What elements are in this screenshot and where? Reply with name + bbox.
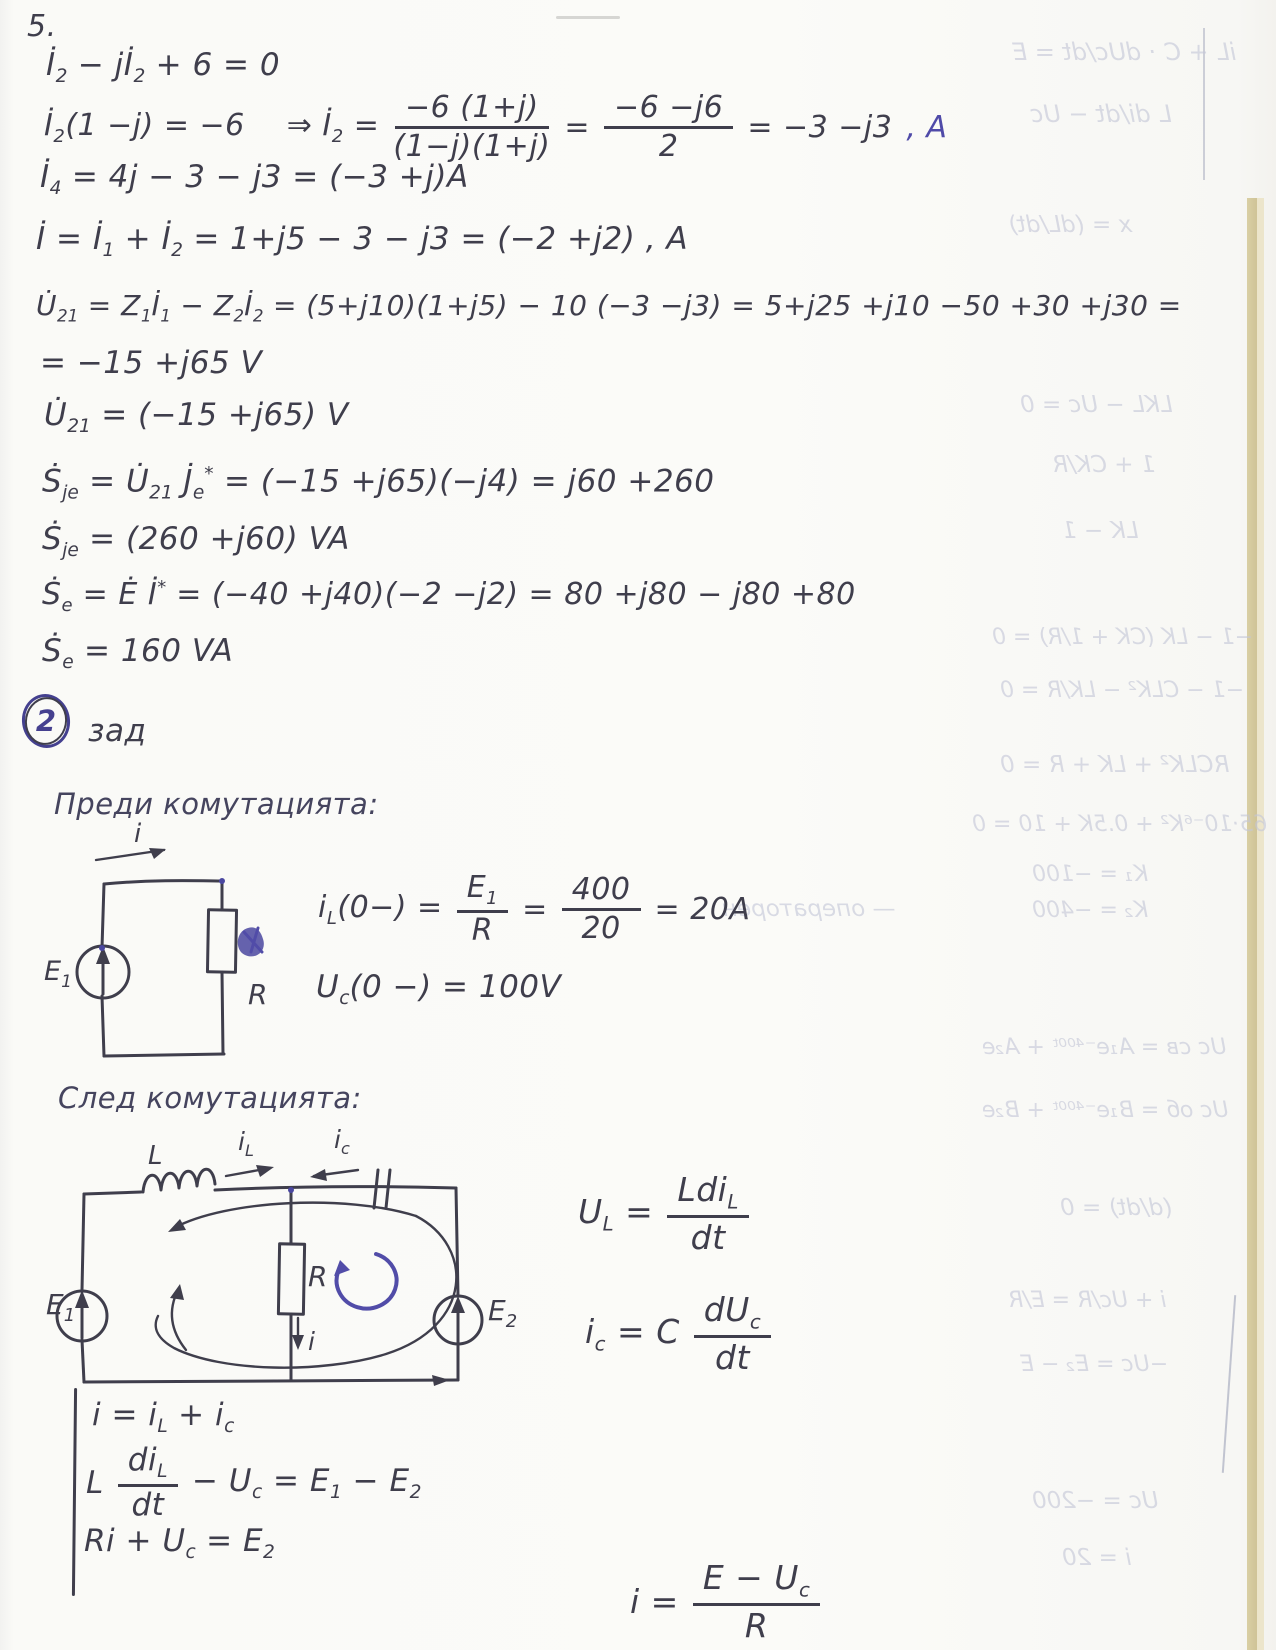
- bleedthrough-text: −Uc = E₂ − E: [1020, 1352, 1169, 1377]
- formula-line: Ṡ$_{je}$ = (260 +j60) VA: [42, 521, 350, 562]
- il-current-arrow-icon: [226, 1127, 274, 1177]
- formula-line: $İ_4 = 4j - 3 - j3 = (-3 +j)A$: [40, 159, 469, 200]
- formula-line: = −15 +j65 V: [40, 345, 263, 381]
- eq-part: L: [86, 1465, 104, 1502]
- equals-sign: =: [522, 892, 548, 928]
- bleedthrough-text: 1 + CK/R: [1052, 452, 1156, 478]
- wire-left-upper: [82, 1194, 84, 1290]
- source-e1-label: $E_1$: [44, 956, 72, 992]
- ic-label: $i_c$: [334, 1125, 350, 1158]
- fraction: $\frac{di_L}{dt}$: [118, 1444, 178, 1523]
- ink-scribble: [238, 927, 264, 956]
- bleedthrough-text: Uc св = A₁e⁻⁴⁰⁰ᵗ + A₂e: [982, 1035, 1227, 1060]
- wire-left-upper: [102, 884, 104, 948]
- scan-mark: [556, 16, 620, 19]
- branch-current-arrow-icon: [292, 1318, 315, 1356]
- ic-current-arrow-icon: [310, 1125, 358, 1181]
- fraction: $\frac{dU_c}{dt}$: [694, 1292, 772, 1376]
- ruled-line-bottom-right: [1222, 1295, 1236, 1473]
- bleedthrough-text: K₁ = −100: [1032, 862, 1149, 887]
- problem5-label: 5.: [27, 9, 57, 44]
- eq-part: $U_L$ =: [578, 1192, 654, 1236]
- bleedthrough-text: i = 20: [1062, 1545, 1132, 1571]
- fraction: $\frac{Ldi_L}{dt}$: [667, 1172, 749, 1256]
- formula-line: Ṡ$_e$ = 160 VA: [42, 633, 234, 674]
- formula-line: $U̇_{21} = (-15 +j65)$ V: [44, 397, 349, 438]
- fraction: $\frac{E_1}{R}$: [457, 872, 508, 948]
- resistor-label: R: [308, 1260, 328, 1293]
- bleedthrough-text: −1 − LK (CK + 1/R) = 0: [992, 625, 1254, 650]
- formula-line: İ = $İ_1$ + $İ_2 = 1+j5 - 3 - j3 = (-2 +j2)$ , A: [36, 221, 689, 262]
- eq-part: $i_c = C$: [585, 1312, 680, 1356]
- bleedthrough-text: iL + C · dUc/dt = E: [1012, 38, 1237, 66]
- wire-bottom: [84, 1380, 458, 1382]
- formula-line: Ṡ$_e$ = Ė İ* = (−40 +j40)(−2 −j2) = 80 +j80 − j80 +80: [42, 577, 856, 616]
- formula-line: $U̇_{21}$ = $Z_1İ_1$ − $Z_2İ_2 = (5+j10)(1+j5) - 10$ (−3 −j3) = 5+j25 +j10 −50 +30 +j30 =: [36, 289, 1182, 326]
- formula-line: $İ_2$ − $jİ_2 + 6 = 0$: [46, 47, 281, 88]
- wire-left-lower: [82, 1340, 84, 1382]
- current-arrow-icon: [96, 819, 166, 860]
- wire-joint: [99, 945, 105, 951]
- task-word: зад: [88, 713, 147, 749]
- source-e2-label: $E_2$: [488, 1294, 518, 1332]
- current-label: i: [134, 819, 142, 849]
- formula-line: Ṡ$_{je}$ = $U̇_{21}$ $J̇_e^* = (-15 +j65)(-j4) = j60 +260$: [42, 463, 715, 504]
- system-brace: [72, 1388, 77, 1596]
- wire-top-left: [84, 1192, 141, 1194]
- inductor-label: L: [148, 1141, 163, 1171]
- bleedthrough-text: x = (dL/dt): [1008, 212, 1133, 238]
- inductor-icon: [143, 1169, 215, 1192]
- problem2-number: 2: [35, 704, 57, 738]
- eq-part: $İ_2(1 -j) = -6$: [44, 108, 245, 148]
- system-line-kvl1: [86, 1444, 422, 1523]
- eq-part: − $U_c = E_1 - E_2$: [191, 1463, 422, 1504]
- formula-line-il-initial: [318, 872, 750, 948]
- wire-right-lower: [222, 972, 223, 1054]
- bleedthrough-text: — операторен: [722, 896, 896, 922]
- resistor-icon: [207, 910, 236, 972]
- formula-line-uc-initial: $U_c(0$ −) = 100V: [316, 969, 562, 1010]
- resistor-icon: [278, 1244, 304, 1314]
- bleedthrough-text: RCLK² + LK + R = 0: [1000, 752, 1230, 778]
- bleedthrough-text: L di/dt − Uc: [1030, 100, 1172, 128]
- circuit1-diagram: [36, 819, 336, 1073]
- unit-ampere: , A: [906, 110, 948, 146]
- eq-part: $i_L(0-)$ =: [318, 890, 443, 930]
- bleedthrough-text: K₂ = −400: [1032, 898, 1149, 923]
- page-edge-strip: [1247, 198, 1257, 1650]
- mesh-loop-arrow-icon: [156, 1203, 457, 1368]
- fraction: $\frac{-6 (1+j)}{(1-j)(1+j)}$: [393, 90, 551, 165]
- system-line-kcl: $i = i_L + i_c$: [92, 1397, 235, 1438]
- loop-direction-arrow-icon: [334, 1254, 397, 1309]
- fraction: $\frac{E - U_c}{R}$: [693, 1560, 821, 1644]
- bleedthrough-text: (d/dt) = 0: [1060, 1195, 1173, 1221]
- bleedthrough-text: i + Uc/R = E/R: [1008, 1288, 1167, 1313]
- wire-bottom-arrow: [432, 1375, 450, 1386]
- system-line-kvl2: $Ri + U_c = E_2$: [84, 1523, 275, 1564]
- formula-line-final-current: [630, 1560, 820, 1644]
- capacitor-icon: [374, 1170, 390, 1208]
- equals-sign: =: [564, 110, 590, 146]
- wire-left-lower: [102, 996, 104, 1056]
- after-commutation-heading: След комутацията:: [58, 1081, 362, 1115]
- bleedthrough-text: LK − 1: [1062, 518, 1139, 544]
- fraction: $\frac{-6 -j6}{2}$: [604, 92, 733, 164]
- formula-line-ul: [578, 1172, 749, 1256]
- eq-part: i =: [630, 1582, 679, 1622]
- problem2-badge: [22, 694, 70, 748]
- eq-part: = −3 −j3: [747, 110, 893, 146]
- bleedthrough-text: Uc об = B₁e⁻⁴⁰⁰ᵗ + B₂e: [982, 1098, 1229, 1123]
- wire-bottom: [104, 1054, 224, 1056]
- resistor-label: R: [248, 978, 268, 1011]
- wire-top: [104, 881, 222, 884]
- formula-line-ic: [585, 1292, 771, 1376]
- bleedthrough-text: Uc = −200: [1032, 1488, 1159, 1514]
- wire-joint: [288, 1187, 294, 1193]
- bleedthrough-text: −1 − CLK² − LK/R = 0: [1000, 678, 1244, 703]
- circuit2-diagram: [46, 1118, 516, 1408]
- bleedthrough-text: LKL − Uc = 0: [1020, 392, 1173, 418]
- formula-line-i2-solution: [44, 92, 947, 164]
- voltage-source-icon: [77, 946, 129, 998]
- bleedthrough-text: 65·10⁻⁶K² + 0.5K + 10 = 0: [972, 812, 1268, 837]
- source-e1-label: $E_1$: [46, 1288, 76, 1326]
- before-commutation-heading: Преди комутацията:: [54, 787, 379, 821]
- implies-arrow: ⇒ $İ_2$ =: [286, 108, 380, 148]
- eq-part: = 20A: [654, 892, 751, 928]
- page-edge-strip-light: [1257, 198, 1264, 1650]
- il-label: $i_L$: [238, 1127, 254, 1160]
- wire-top-right: [215, 1187, 456, 1190]
- branch-current-label: i: [308, 1327, 315, 1356]
- wire-joint: [219, 878, 225, 884]
- fraction: $\frac{400}{20}$: [562, 874, 641, 946]
